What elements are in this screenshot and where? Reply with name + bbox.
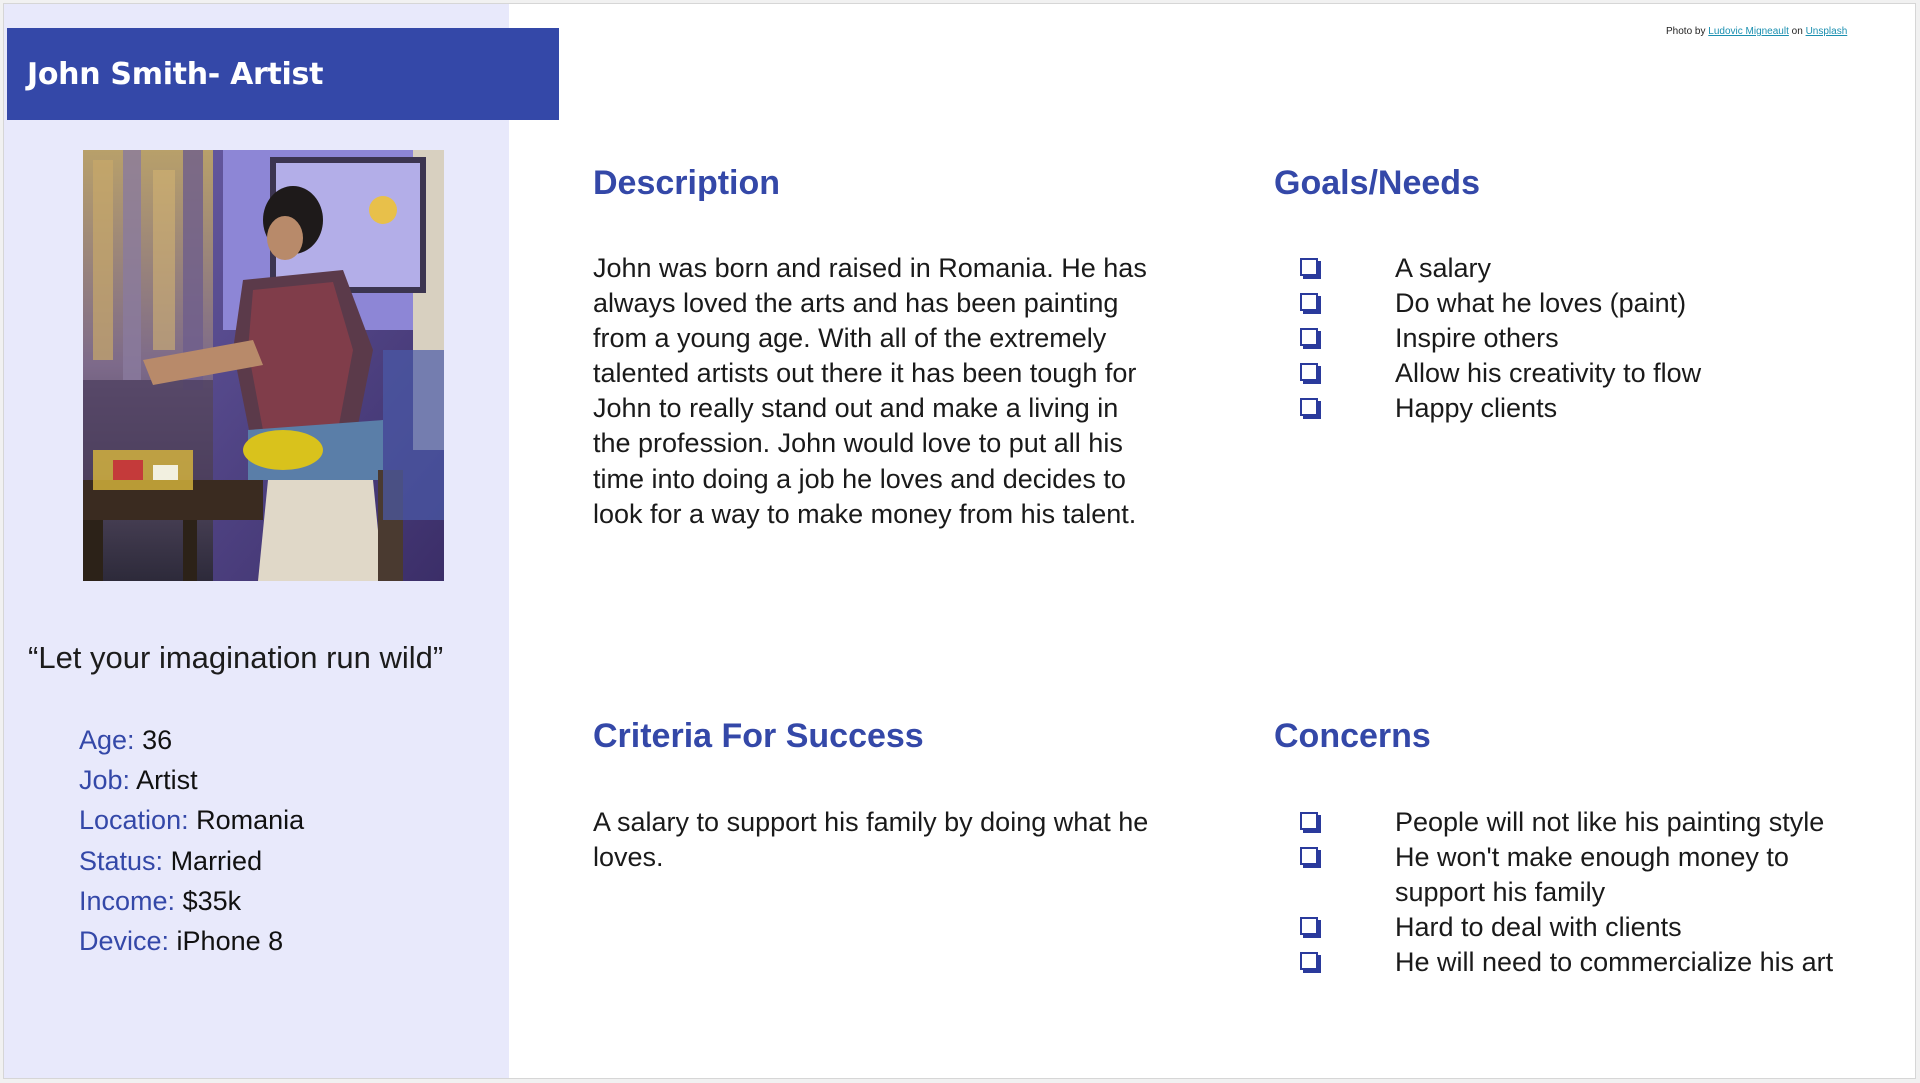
- profile-sidebar: [4, 4, 509, 1078]
- fact-value: Artist: [136, 765, 198, 796]
- checkbox-icon: [1300, 398, 1318, 416]
- fact-label: Location:: [79, 805, 189, 836]
- goals-list: [1300, 251, 1900, 426]
- concern-line: support his family: [1395, 877, 1606, 908]
- goal-text: A salary: [1395, 253, 1492, 283]
- list-item: [1300, 805, 1910, 840]
- fact-label: Status:: [79, 845, 164, 876]
- fact-value: Romania: [196, 805, 305, 836]
- concern-line: He won't make enough money to: [1395, 842, 1789, 873]
- goal-text: Allow his creativity to flow: [1395, 358, 1702, 389]
- fact-income: [79, 881, 304, 921]
- list-item: [1300, 391, 1900, 426]
- criteria-heading: Criteria For Success: [593, 717, 924, 755]
- fact-age: [79, 720, 304, 760]
- persona-title-bar: [7, 28, 559, 120]
- checkbox-icon: [1300, 293, 1318, 311]
- list-item: [1300, 840, 1910, 910]
- criteria-text: [593, 805, 1213, 875]
- description-heading: Description: [593, 164, 781, 202]
- checkbox-icon: [1300, 363, 1318, 381]
- list-item: [1300, 321, 1900, 356]
- fact-value: $35k: [182, 885, 242, 916]
- concern-line: Hard to deal with clients: [1395, 912, 1682, 943]
- artist-photo-image: [83, 150, 444, 581]
- description-line: talented artists out there it has been tough for: [593, 358, 1137, 389]
- checkbox-icon: [1300, 917, 1318, 935]
- description-line: John to really stand out and make a living in: [593, 393, 1119, 424]
- fact-status: [79, 841, 304, 881]
- description-line: time into doing a job he loves and decides to: [593, 463, 1126, 494]
- fact-label: Job:: [79, 765, 131, 796]
- goal-text: Do what he loves (paint): [1395, 288, 1687, 319]
- concern-line: He will need to commercialize his art: [1395, 947, 1834, 978]
- fact-value: iPhone 8: [176, 926, 284, 957]
- checkbox-icon: [1300, 952, 1318, 970]
- list-item: [1300, 910, 1910, 945]
- fact-job: [79, 760, 304, 800]
- description-line: John was born and raised in Romania. He has: [593, 253, 1147, 283]
- description-text: [593, 251, 1213, 532]
- goal-text: Inspire others: [1395, 323, 1559, 354]
- description-line: the profession. John would love to put all his: [593, 428, 1123, 459]
- list-item: [1300, 356, 1900, 391]
- criteria-line: loves.: [593, 842, 664, 873]
- persona-slide: [3, 3, 1916, 1079]
- checkbox-icon: [1300, 258, 1318, 276]
- goal-text: Happy clients: [1395, 393, 1558, 424]
- concern-line: People will not like his painting style: [1395, 807, 1825, 837]
- concerns-list: [1300, 805, 1910, 980]
- fact-label: Device:: [79, 926, 170, 957]
- goals-heading: Goals/Needs: [1274, 164, 1480, 202]
- persona-quote: “Let your imagination run wild”: [28, 640, 444, 675]
- credit-author-link[interactable]: Ludovic Migneault: [1708, 26, 1789, 37]
- concerns-heading: Concerns: [1274, 717, 1431, 755]
- fact-value: Married: [170, 845, 263, 876]
- checkbox-icon: [1300, 812, 1318, 830]
- checkbox-icon: [1300, 847, 1318, 865]
- fact-device: [79, 921, 304, 961]
- photo-credit: [1666, 26, 1847, 37]
- checkbox-icon: [1300, 328, 1318, 346]
- credit-site-link[interactable]: Unsplash: [1805, 26, 1848, 37]
- description-line: always loved the arts and has been painting: [593, 288, 1119, 319]
- list-item: [1300, 286, 1900, 321]
- list-item: [1300, 251, 1900, 286]
- list-item: [1300, 945, 1910, 980]
- credit-prefix: Photo by: [1666, 26, 1706, 37]
- criteria-line: A salary to support his family by doing what he: [593, 807, 1149, 837]
- description-line: from a young age. With all of the extremely: [593, 323, 1107, 354]
- credit-middle: on: [1791, 26, 1803, 37]
- persona-facts: [79, 720, 304, 961]
- fact-location: [79, 800, 304, 840]
- fact-value: 36: [142, 725, 173, 755]
- description-line: look for a way to make money from his talent.: [593, 498, 1137, 529]
- fact-label: Age:: [79, 725, 135, 755]
- artist-photo: [83, 150, 444, 581]
- persona-title: John Smith- Artist: [27, 56, 324, 92]
- fact-label: Income:: [79, 885, 176, 916]
